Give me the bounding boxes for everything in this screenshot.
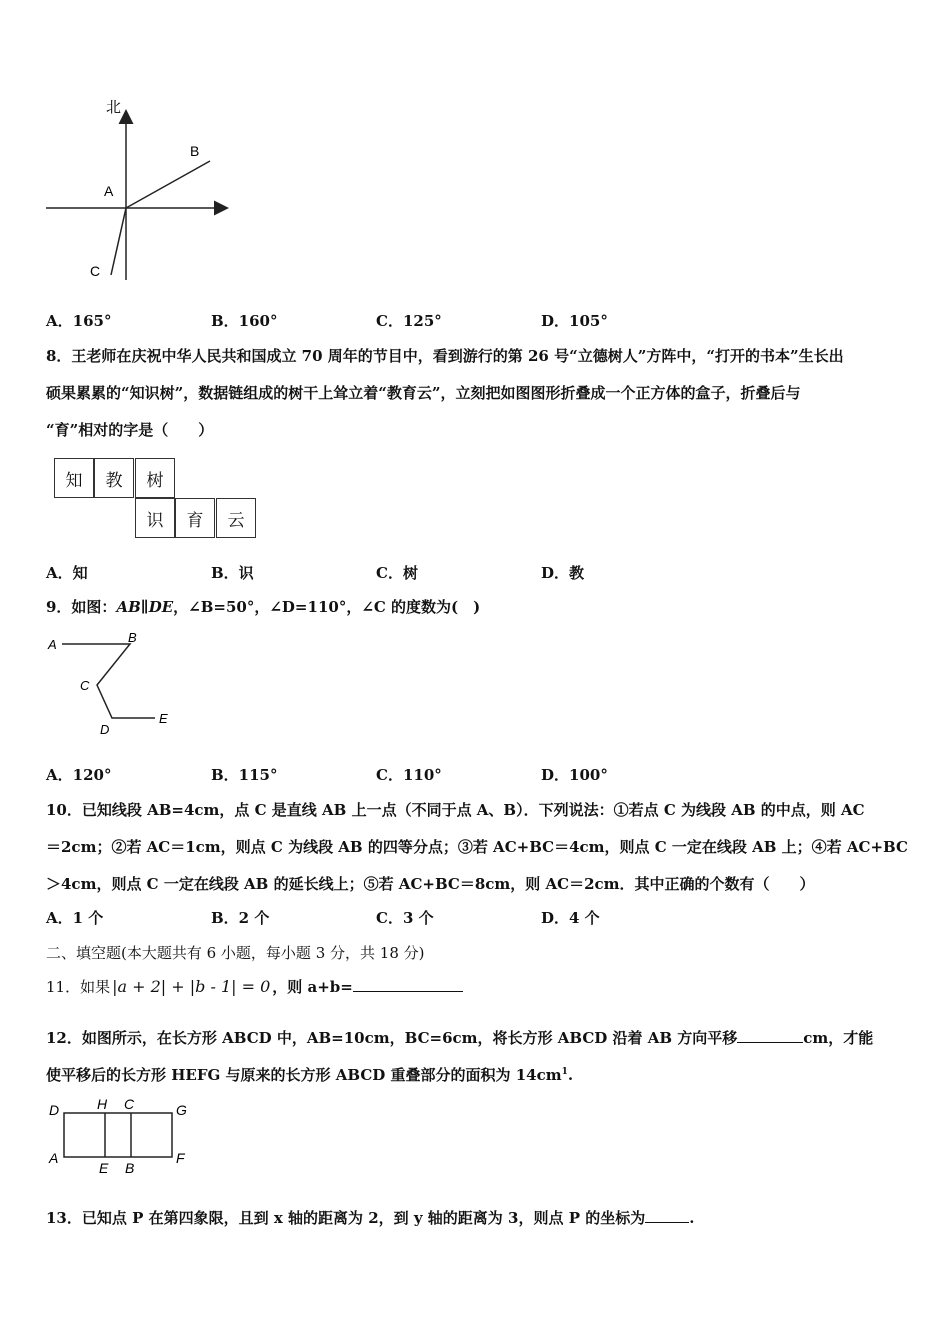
q9-option-c[interactable]: C．110° xyxy=(376,766,442,784)
q11-prefix: 11．如果 xyxy=(46,978,111,996)
q12-line2-text: 使平移后的长方形 HEFG 与原来的长方形 ABCD 重叠部分的面积为 14cm xyxy=(46,1066,562,1084)
q7-option-b[interactable]: B．160° xyxy=(211,312,278,330)
q9-ab: AB xyxy=(116,598,141,616)
net-cell-jiao: 教 xyxy=(94,458,134,498)
q13-text: 13．已知点 P 在第四象限，且到 x 轴的距离为 2，到 y 轴的距离为 3，则点 P 的坐标为 xyxy=(46,1209,646,1227)
q12-answer-blank[interactable] xyxy=(737,1028,803,1043)
q12-figure xyxy=(40,1094,200,1180)
q12-label-a: A xyxy=(49,1150,59,1166)
q11-suffix: ，则 a+b= xyxy=(272,978,353,996)
ray-ab xyxy=(126,161,210,208)
north-label: 北 xyxy=(106,99,122,116)
q8-line1: 8．王老师在庆祝中华人民共和国成立 70 周年的节目中，看到游行的第 26 号“立德树人”方阵中，“打开的书本”生长出 xyxy=(46,347,844,365)
q12-line1-a: 12．如图所示，在长方形 ABCD 中，AB=10cm，BC=6cm，将长方形 ABCD 沿着 AB 方向平移 xyxy=(46,1029,738,1047)
q9-label-c: C xyxy=(80,678,90,693)
point-c-label: C xyxy=(90,263,101,279)
q9-label-d: D xyxy=(100,722,110,737)
point-b-label: B xyxy=(190,143,200,159)
q13-answer-blank[interactable] xyxy=(645,1208,689,1223)
q9-prefix: 9．如图： xyxy=(46,598,117,616)
q8-option-c[interactable]: C．树 xyxy=(376,564,418,582)
q9-option-a[interactable]: A．120° xyxy=(46,766,112,784)
point-a-label: A xyxy=(104,183,114,199)
ray-ac xyxy=(111,208,126,275)
q12-label-e: E xyxy=(99,1160,109,1176)
q10-option-c[interactable]: C．3 个 xyxy=(376,909,434,927)
q7-option-d[interactable]: D．105° xyxy=(541,312,608,330)
q12-label-c: C xyxy=(124,1096,135,1112)
q9-parallel: ∥ xyxy=(140,598,149,616)
q12-line1 xyxy=(46,1027,873,1048)
q12-label-d: D xyxy=(49,1102,60,1118)
q10-line2: ＝2cm；②若 AC＝1cm，则点 C 为线段 AB 的四等分点；③若 AC+BC＝4cm，则点 C 一定在线段 AB 上；④若 AC+BC xyxy=(46,838,908,856)
q8-option-d[interactable]: D．教 xyxy=(541,564,585,582)
q8-line2: 硕果累累的“知识树”，数据链组成的树干上耸立着“教育云”，立刻把如图图形折叠成一个正方体的盒子，折叠后与 xyxy=(46,384,801,402)
q10-option-d[interactable]: D．4 个 xyxy=(541,909,600,927)
q13-line xyxy=(46,1207,694,1228)
q8-option-b[interactable]: B．识 xyxy=(211,564,254,582)
q9-de: DE xyxy=(148,598,174,616)
net-cell-shi: 识 xyxy=(135,498,175,538)
q8-line3: “育”相对的字是（ ） xyxy=(46,421,214,439)
net-cell-zhi: 知 xyxy=(54,458,94,498)
q9-label-e: E xyxy=(159,711,168,726)
net-cell-yu: 育 xyxy=(175,498,215,538)
q9-label-b: B xyxy=(128,630,137,645)
q9-label-a: A xyxy=(48,637,57,652)
q9-stem xyxy=(46,596,480,617)
q12-superscript: 1 xyxy=(561,1067,568,1077)
q13-period: . xyxy=(689,1209,695,1227)
net-cell-shu: 树 xyxy=(135,458,175,498)
q10-line1: 10．已知线段 AB=4cm，点 C 是直线 AB 上一点（不同于点 A、B）．下列说法：①若点 C 为线段 AB 的中点，则 AC xyxy=(46,801,865,819)
q11-line xyxy=(46,976,463,997)
q9-figure xyxy=(40,628,180,743)
q12-period: . xyxy=(567,1066,574,1084)
q7-figure xyxy=(40,90,240,285)
q9-polyline xyxy=(62,644,155,718)
q7-option-a[interactable]: A．165° xyxy=(46,312,112,330)
q10-line3: ＞4cm，则点 C 一定在线段 AB 的延长线上；⑤若 AC+BC＝8cm，则 AC＝2cm．其中正确的个数有（ ） xyxy=(46,875,815,893)
q12-label-g: G xyxy=(176,1102,187,1118)
q7-option-c[interactable]: C．125° xyxy=(376,312,442,330)
q8-option-a[interactable]: A．知 xyxy=(46,564,88,582)
q12-line1-b: cm，才能 xyxy=(803,1029,874,1047)
q11-formula: |a + 2| + |b - 1| = 0 xyxy=(112,977,271,996)
q9-option-d[interactable]: D．100° xyxy=(541,766,608,784)
q12-label-f: F xyxy=(176,1150,185,1166)
q11-answer-blank[interactable] xyxy=(353,977,463,992)
q10-option-b[interactable]: B．2 个 xyxy=(211,909,270,927)
section-fill-in-heading: 二、填空题(本大题共有 6 小题，每小题 3 分，共 18 分) xyxy=(46,944,425,962)
q12-label-b: B xyxy=(125,1160,135,1176)
q12-line2 xyxy=(46,1064,573,1085)
q9-option-b[interactable]: B．115° xyxy=(211,766,278,784)
q12-label-h: H xyxy=(97,1096,108,1112)
net-cell-yun: 云 xyxy=(216,498,256,538)
q9-rest: ，∠B=50°，∠D=110°，∠C 的度数为( ) xyxy=(173,598,481,616)
q12-rect-abcd xyxy=(64,1113,172,1157)
q10-option-a[interactable]: A．1 个 xyxy=(46,909,104,927)
